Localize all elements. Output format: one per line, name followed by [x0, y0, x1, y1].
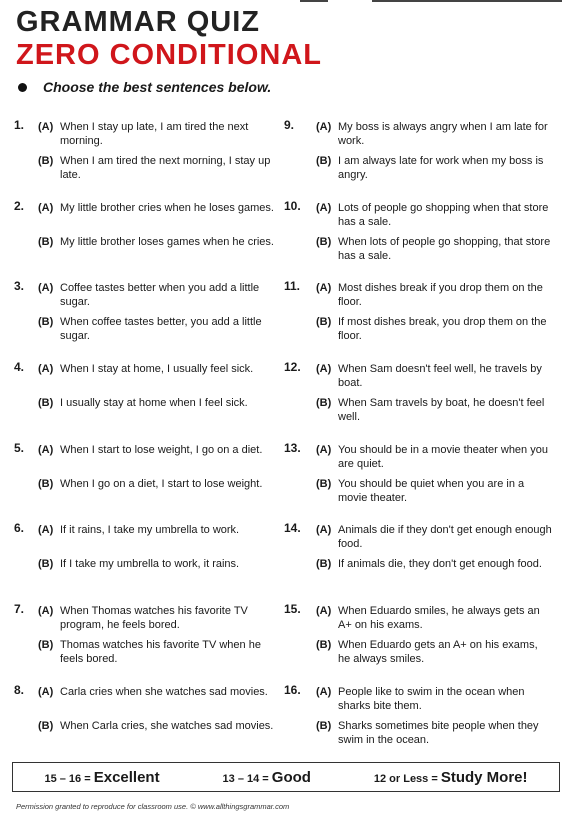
option-b-text: If animals die, they don't get enough food.: [338, 558, 542, 571]
question-item: [14, 118, 282, 199]
option-b-label: (B): [316, 235, 332, 248]
option-b-label: (B): [316, 155, 332, 167]
option-a-label: (A): [38, 201, 54, 214]
page-subtitle: ZERO CONDITIONAL: [16, 39, 322, 71]
option-b-label: (B): [38, 235, 54, 248]
questions-left-column: [14, 118, 282, 764]
option-a-label: (A): [316, 282, 332, 295]
option-a[interactable]: [38, 281, 282, 309]
score-good-label: Good: [271, 768, 311, 786]
option-a-text: Most dishes break if you drop them on the floor.: [338, 282, 543, 309]
instruction: [16, 79, 271, 95]
option-a-text: Carla cries when she watches sad movies.: [60, 685, 268, 698]
option-a[interactable]: [316, 120, 552, 148]
question-number: 13.: [284, 440, 301, 455]
option-b[interactable]: [38, 477, 282, 491]
option-b-text: I am always late for work when my boss is angry.: [338, 155, 544, 181]
question-number: 3.: [14, 279, 25, 294]
option-b[interactable]: [38, 396, 282, 410]
option-b[interactable]: [38, 557, 282, 571]
top-rule-left: [300, 0, 328, 2]
option-a-label: (A): [316, 121, 332, 133]
option-b-label: (B): [38, 316, 54, 329]
option-b-label: (B): [38, 477, 54, 490]
option-b-label: (B): [38, 558, 54, 571]
option-a-label: (A): [38, 363, 54, 376]
question-item: [14, 521, 282, 602]
option-a-label: (A): [316, 524, 332, 537]
question-item: [14, 602, 282, 683]
option-a-text: My boss is always angry when I am late for work.: [338, 121, 548, 147]
option-a-text: When Sam doesn't feel well, he travels by boat.: [338, 363, 542, 390]
top-rule-right: [372, 0, 562, 2]
score-excellent-range: 15 – 16 =: [44, 772, 91, 785]
option-b-label: (B): [38, 639, 54, 652]
score-key: [12, 762, 560, 792]
option-a-text: When I stay up late, I am tired the next morning.: [60, 121, 249, 147]
score-study: [374, 769, 528, 786]
option-a[interactable]: [316, 523, 552, 551]
option-b[interactable]: [316, 477, 552, 505]
option-a[interactable]: [38, 523, 282, 537]
question-number: 15.: [284, 602, 301, 617]
question-number: 16.: [284, 682, 301, 697]
option-b-label: (B): [316, 639, 332, 652]
score-good-range: 13 – 14 =: [222, 772, 269, 785]
option-a-text: When Thomas watches his favorite TV program, he feels bored.: [60, 605, 248, 632]
option-a-label: (A): [38, 121, 54, 133]
question-item: [284, 441, 552, 522]
option-b-text: When Sam travels by boat, he doesn't feel well.: [338, 397, 545, 424]
option-a[interactable]: [316, 281, 552, 309]
score-good: [223, 769, 311, 786]
option-b-label: (B): [316, 397, 332, 410]
score-excellent-label: Excellent: [93, 768, 160, 786]
option-b-label: (B): [316, 719, 332, 732]
option-b-label: (B): [316, 558, 332, 571]
option-b[interactable]: [316, 235, 552, 263]
option-a[interactable]: [38, 685, 282, 699]
option-b-label: (B): [38, 155, 54, 167]
option-a-label: (A): [38, 685, 54, 698]
question-item: [284, 118, 552, 199]
option-b-text: When I go on a diet, I start to lose weight.: [60, 477, 263, 490]
question-number: 1.: [14, 118, 25, 132]
option-b-text: If most dishes break, you drop them on the floor.: [338, 316, 547, 343]
question-number: 6.: [14, 521, 25, 536]
score-study-label: Study More!: [440, 768, 528, 786]
option-a-text: You should be in a movie theater when you are quiet.: [338, 443, 548, 470]
option-a-text: If it rains, I take my umbrella to work.: [60, 524, 240, 537]
option-a-label: (A): [38, 605, 54, 618]
option-a[interactable]: [316, 443, 552, 471]
option-a[interactable]: [316, 362, 552, 390]
option-a-text: Lots of people go shopping when that store has a sale.: [338, 201, 549, 228]
option-a-text: Animals die if they don't get enough enough food.: [338, 524, 552, 551]
option-a[interactable]: [38, 201, 282, 215]
question-item: [284, 521, 552, 602]
option-b-text: Thomas watches his favorite TV when he feels bored.: [60, 639, 261, 666]
option-a-label: (A): [316, 201, 332, 214]
question-number: 10.: [284, 198, 301, 213]
question-item: [284, 199, 552, 280]
option-a-label: (A): [316, 685, 332, 698]
option-a-label: (A): [38, 443, 54, 456]
option-b[interactable]: [38, 638, 282, 666]
option-b-text: When lots of people go shopping, that store has a sale.: [338, 235, 551, 262]
option-a[interactable]: [38, 120, 282, 148]
option-b-label: (B): [316, 316, 332, 329]
question-item: [14, 279, 282, 360]
option-b[interactable]: [316, 154, 552, 182]
question-item: [284, 683, 552, 764]
question-number: 12.: [284, 360, 301, 375]
option-a-text: When I stay at home, I usually feel sick.: [60, 363, 254, 376]
question-number: 11.: [284, 279, 301, 294]
option-a-label: (A): [38, 524, 54, 537]
option-b-text: When Eduardo gets an A+ on his exams, he always smiles.: [338, 639, 538, 666]
questions-right-column: [284, 118, 552, 764]
option-a-text: My little brother cries when he loses games.: [60, 201, 274, 214]
option-a-label: (A): [38, 282, 54, 295]
option-b[interactable]: [316, 638, 552, 666]
question-item: [284, 602, 552, 683]
question-item: [14, 199, 282, 280]
question-number: 4.: [14, 360, 25, 375]
question-number: 2.: [14, 198, 25, 213]
option-b-label: (B): [316, 477, 332, 490]
option-b-text: I usually stay at home when I feel sick.: [60, 397, 248, 410]
option-a[interactable]: [38, 604, 282, 632]
option-b[interactable]: [38, 719, 282, 733]
option-b-text: If I take my umbrella to work, it rains.: [60, 558, 240, 571]
option-a-text: When I start to lose weight, I go on a diet.: [60, 443, 263, 456]
score-excellent: [44, 769, 159, 786]
option-b-text: My little brother loses games when he cries.: [60, 235, 274, 248]
bullet-icon: [18, 83, 27, 92]
option-b-label: (B): [38, 719, 54, 732]
option-b[interactable]: [38, 235, 282, 249]
option-b-label: (B): [38, 397, 54, 410]
score-study-range: 12 or Less =: [373, 772, 438, 785]
option-a[interactable]: [38, 362, 282, 376]
option-b[interactable]: [316, 315, 552, 343]
option-b-text: When coffee tastes better, you add a little sugar.: [60, 316, 262, 343]
option-a-text: People like to swim in the ocean when sharks bite them.: [338, 685, 525, 712]
question-number: 9.: [284, 118, 295, 132]
option-b[interactable]: [38, 315, 282, 343]
page-title: GRAMMAR QUIZ: [16, 6, 260, 38]
option-a-label: (A): [316, 443, 332, 456]
option-b-text: When I am tired the next morning, I stay up late.: [60, 155, 271, 181]
option-b-text: You should be quiet when you are in a movie theater.: [338, 477, 525, 504]
question-number: 8.: [14, 682, 25, 697]
option-b-text: When Carla cries, she watches sad movies.: [60, 719, 274, 732]
option-b[interactable]: [38, 154, 282, 182]
option-a-text: Coffee tastes better when you add a little sugar.: [60, 282, 260, 309]
option-a-text: When Eduardo smiles, he always gets an A+ on his exams.: [338, 605, 540, 632]
option-b[interactable]: [316, 396, 552, 424]
option-b-text: Sharks sometimes bite people when they swim in the ocean.: [338, 719, 539, 746]
footer-credit: Permission granted to reproduce for classroom use. © www.allthingsgrammar.com: [16, 802, 290, 811]
option-a[interactable]: [38, 443, 282, 457]
question-item: [14, 441, 282, 522]
option-a[interactable]: [316, 201, 552, 229]
option-a[interactable]: [316, 604, 552, 632]
question-number: 14.: [284, 521, 301, 536]
question-item: [14, 683, 282, 764]
question-item: [284, 279, 552, 360]
option-a[interactable]: [316, 685, 552, 713]
option-b[interactable]: [316, 557, 552, 571]
question-item: [284, 360, 552, 441]
instruction-text: Choose the best sentences below.: [43, 79, 272, 95]
option-a-label: (A): [316, 363, 332, 376]
option-b[interactable]: [316, 719, 552, 747]
question-item: [14, 360, 282, 441]
question-number: 7.: [14, 602, 25, 617]
option-a-label: (A): [316, 605, 332, 618]
question-number: 5.: [14, 440, 25, 455]
